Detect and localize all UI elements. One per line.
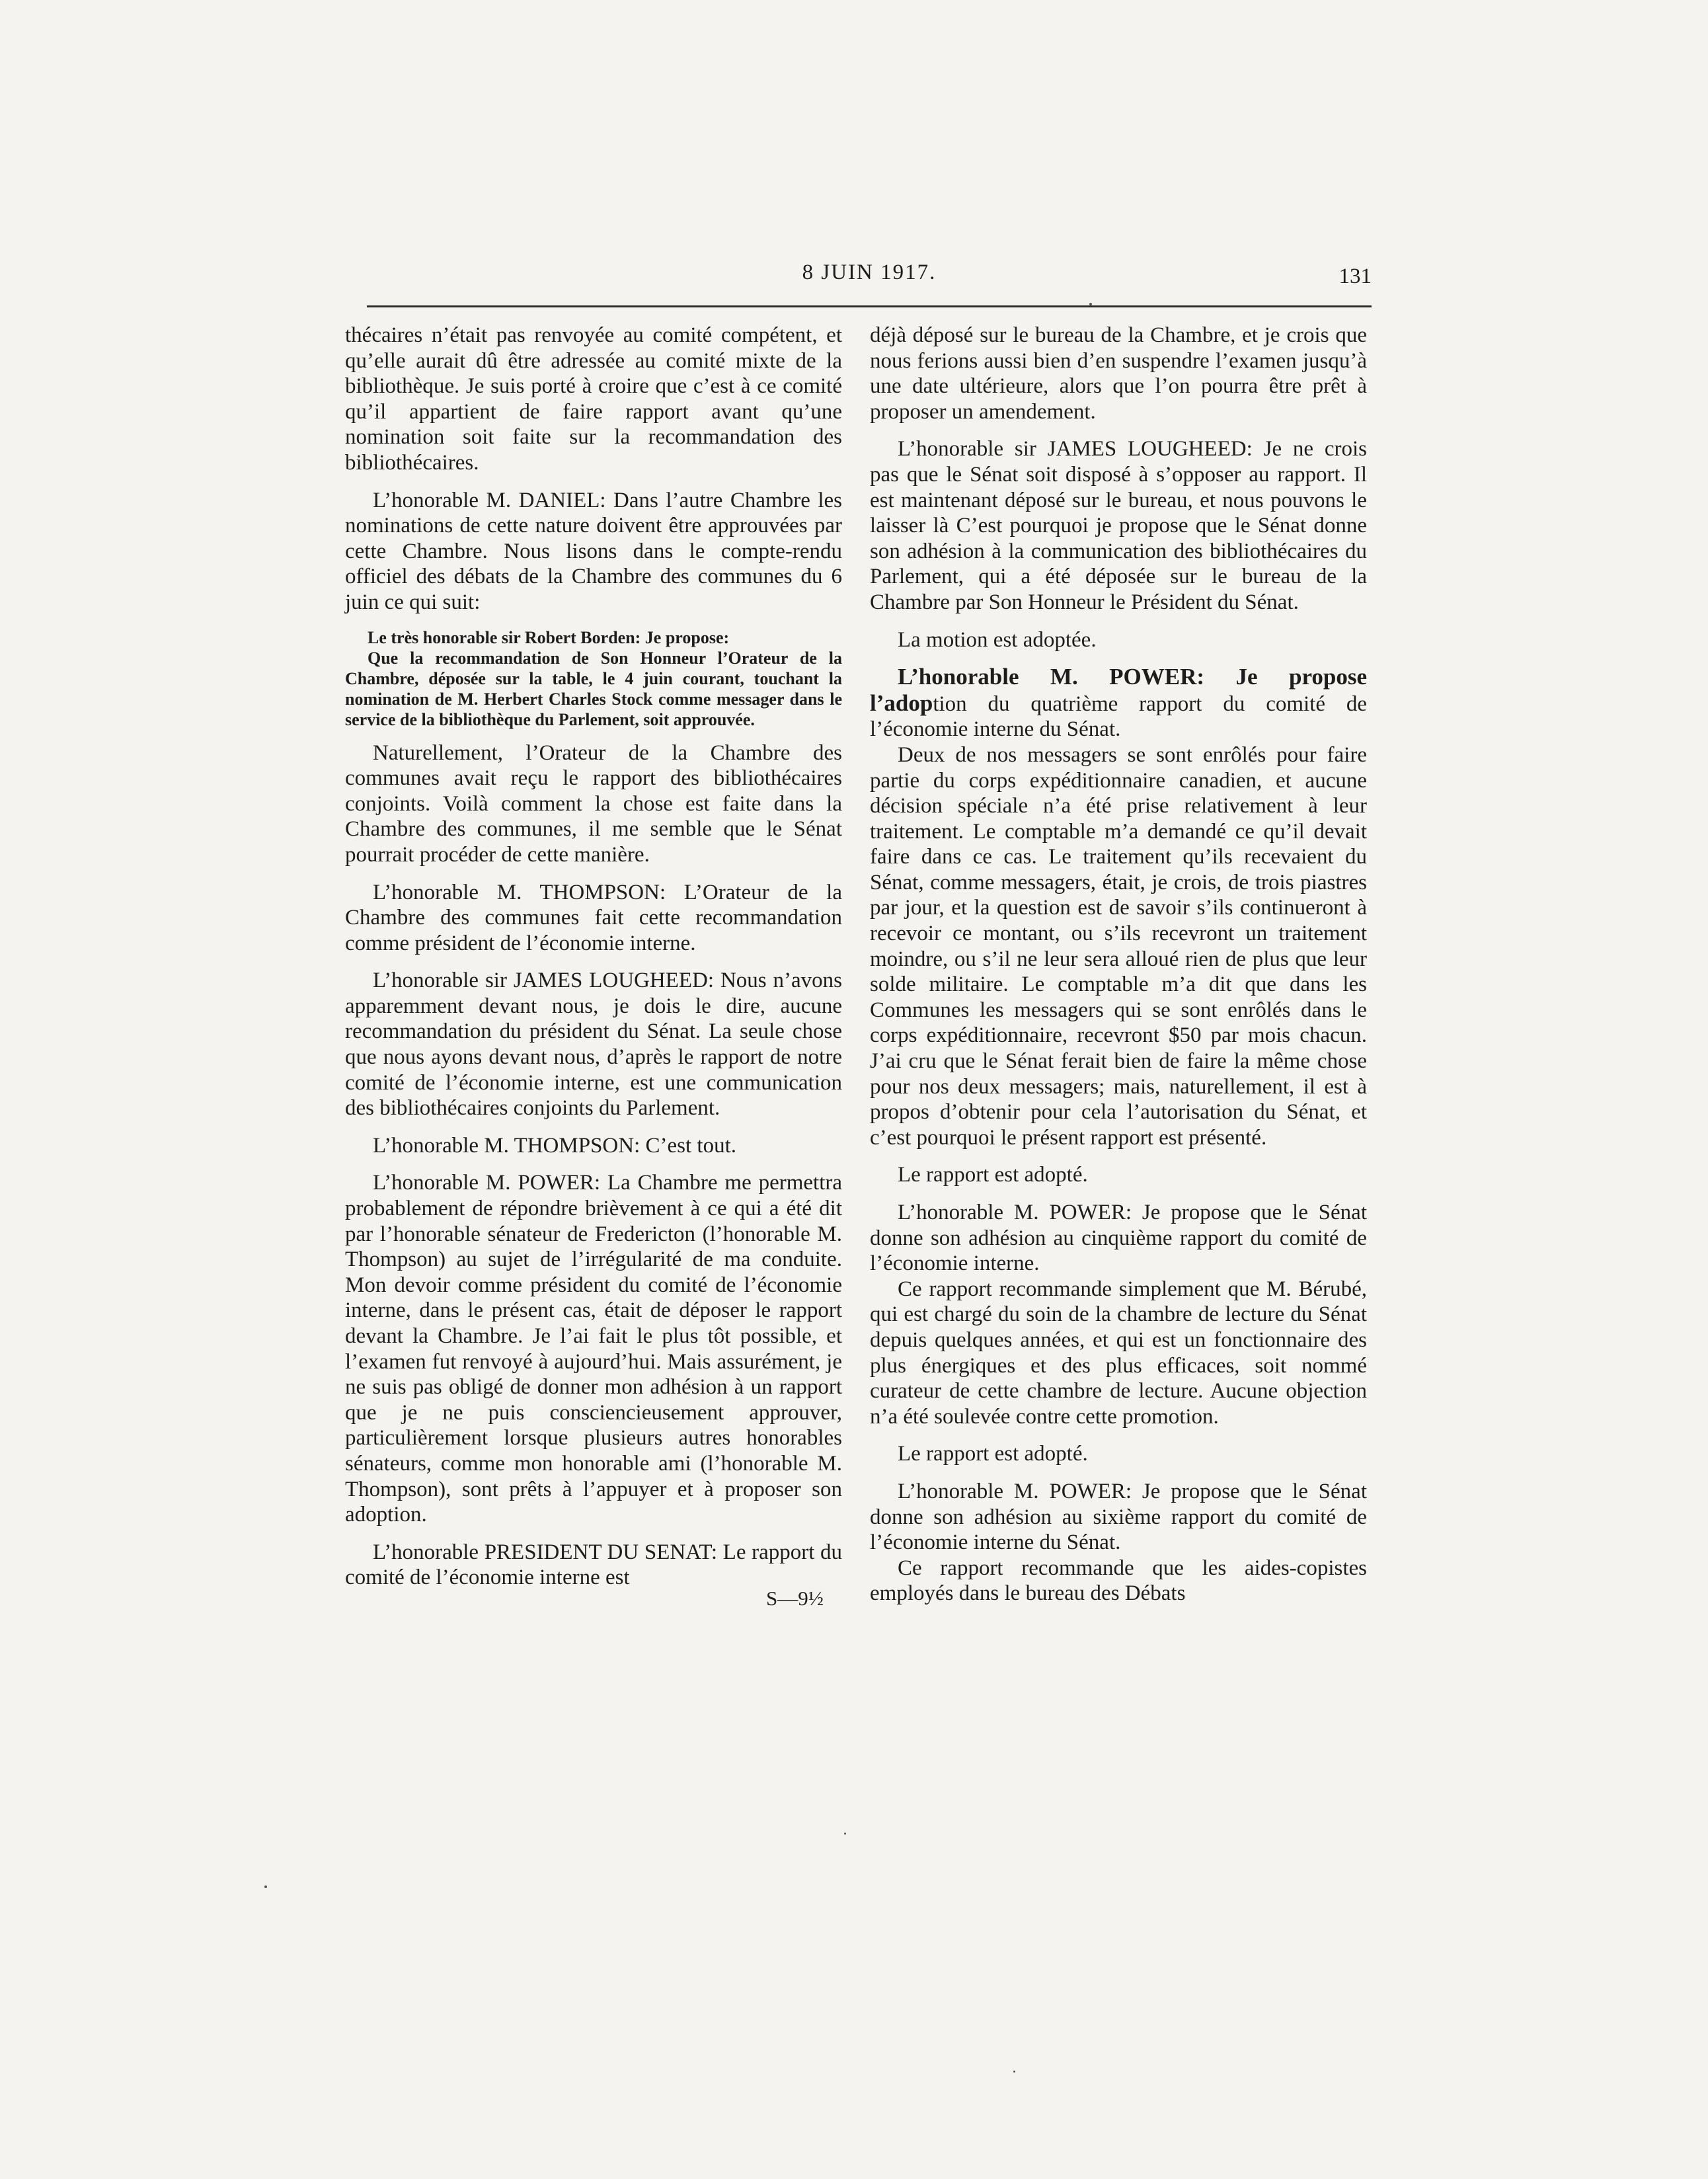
left-paragraph-6: L’honorable M. THOMPSON: C’est tout. — [373, 1133, 737, 1158]
right-paragraph-5: Deux de nos messagers se sont enrôlés pour faire partie du corps expéditionnaire canadien, et aucune décision spéciale n’a été prise relativement à leur traitement. Le comptable m’a demandé ce qu’il devait faire dans ce cas. Le traitement qu’ils recevaient du Sénat, comme messagers, était, je crois, de trois piastres par jour, et la question est de savoir s’ils continueront à recevoir ce montant, ou s’ils recevront un traitement moindre, ou s’il ne leur sera alloué rien de plus que leur solde militaire. Le comptable m’a dit que dans les Communes les messagers qui se sont enrôlés dans le corps expéditionnaire, recevront $50 par mois chacun. J’ai cru que le Sénat ferait bien de faire la même chose pour nos deux messagers; mais, naturellement, il est à propos d’obtenir pour cela l’autorisation du Sénat, et c’est pourquoi le présent rapport est présenté. — [870, 742, 1367, 1150]
right-paragraph-4 — [870, 664, 1367, 742]
right-paragraph-3: La motion est adoptée. — [898, 627, 1097, 652]
right-paragraph-7: L’honorable M. POWER: Je propose que le Sénat donne son adhésion au cinquième rapport du comité de l’économie interne. — [870, 1201, 1367, 1276]
header-date: 8 JUIN 1917. — [802, 260, 937, 284]
scan-speck — [1089, 303, 1092, 305]
left-column — [345, 323, 842, 1610]
right-paragraph-6: Le rapport est adopté. — [898, 1163, 1088, 1187]
page-number: 131 — [1339, 264, 1372, 288]
left-paragraph-4: L’honorable M. THOMPSON: L’Orateur de la Chambre des communes fait cette recommandation comme président de l’économie interne. — [345, 880, 842, 955]
right-paragraph-4-rest: tion du quatrième rapport du comité de l’économie interne du Sénat. — [870, 692, 1367, 742]
left-paragraph-8: L’honorable PRESIDENT DU SENAT: Le rapport du comité de l’économie interne est — [345, 1540, 842, 1590]
left-paragraph-2: L’honorable M. DANIEL: Dans l’autre Chambre les nominations de cette nature doivent être approuvées par cette Chambre. Nous lisons dans le compte-rendu officiel des débats de la Chambre des communes du 6 juin ce qui suit: — [345, 488, 842, 614]
right-paragraph-10: L’honorable M. POWER: Je propose que le Sénat donne son adhésion au sixième rapport du comité de l’économie interne du Sénat. — [870, 1479, 1367, 1555]
left-paragraph-5: L’honorable sir JAMES LOUGHEED: Nous n’avons apparemment devant nous, je dois le dire, aucune recommandation du président du Sénat. La seule chose que nous ayons devant nous, d’après le rapport de notre comité de l’économie interne, est une communication des bibliothécaires conjoints du Parlement. — [345, 969, 842, 1121]
right-paragraph-8: Ce rapport recommande simplement que M. Bérubé, qui est chargé du soin de la chambre de lecture du Sénat depuis quelques années, et qui est un fonctionnaire des plus énergiques et des plus efficaces, soit nommé curateur de cette chambre de lecture. Aucune objection n’a été soulevée contre cette promotion. — [870, 1277, 1367, 1429]
right-paragraph-9: Le rapport est adopté. — [898, 1442, 1088, 1466]
left-paragraph-7: L’honorable M. POWER: La Chambre me permettra probablement de répondre brièvement à ce qui a été dit par l’honorable sénateur de Fredericton (l’honorable M. Thompson) au sujet de l’irrégularité de ma conduite. Mon devoir comme président du comité de l’économie interne, dans le présent cas, était de déposer le rapport devant la Chambre. Je l’ai fait le plus tôt possible, et l’examen fut renvoyé à aujourd’hui. Mais assurément, je ne suis pas obligé de donner mon adhésion à un rapport que je ne puis consciencieusement approuver, particulièrement lorsque plusieurs autres honorables sénateurs, comme mon honorable ami (l’honorable M. Thompson), sont prêts à l’appuyer et à proposer son adoption. — [345, 1171, 842, 1527]
quoted-motion — [345, 627, 842, 730]
page-header — [367, 257, 1372, 303]
right-paragraph-2: L’honorable sir JAMES LOUGHEED: Je ne crois pas que le Sénat soit disposé à s’opposer au rapport. Il est maintenant déposé sur le bureau, et nous pouvons le laisser là C’est pourquoi je propose que le Sénat donne son adhésion à la communication des bibliothécaires du Parlement, qui a été déposée sur le bureau de la Chambre par Son Honneur le Président du Sénat. — [870, 437, 1367, 614]
right-paragraph-4-speaker: L’honorable M. POWER: Je propose l’adop — [870, 664, 1367, 716]
scan-speck — [844, 1833, 846, 1835]
header-rule — [367, 305, 1372, 307]
scan-speck — [264, 1885, 267, 1888]
left-paragraph-3: Naturellement, l’Orateur de la Chambre des communes avait reçu le rapport des bibliothécaires conjoints. Voilà comment la chose est faite dans la Chambre des communes, il me semble que le Sénat pourrait procéder de cette manière. — [345, 740, 842, 867]
quoted-motion-intro: Le très honorable sir Robert Borden: Je propose: — [368, 627, 730, 647]
left-paragraph-1: thécaires n’était pas renvoyée au comité compétent, et qu’elle aurait dû être adressée au comité mixte de la bibliothèque. Je suis porté à croire que c’est à ce comité qu’il appartient de faire rapport avant qu’une nomination soit faite sur la recommandation des bibliothécaires. — [345, 323, 842, 475]
right-column — [870, 323, 1367, 1618]
quoted-motion-text: Que la recommandation de Son Honneur l’Orateur de la Chambre, déposée sur la table, le 4 juin courant, touchant la nomination de M. Herbert Charles Stock comme messager dans le service de la bibliothèque du Parlement, soit approuvée. — [345, 648, 842, 729]
right-paragraph-1: déjà déposé sur le bureau de la Chambre, et je crois que nous ferions aussi bien d’en suspendre l’examen jusqu’à une date ultérieure, alors que l’on pourra être prêt à proposer un amendement. — [870, 323, 1367, 424]
signature-mark: S—9½ — [766, 1586, 824, 1610]
right-paragraph-11: Ce rapport recommande que les aides-copistes employés dans le bureau des Débats — [870, 1556, 1367, 1606]
scan-speck — [1013, 2071, 1015, 2073]
